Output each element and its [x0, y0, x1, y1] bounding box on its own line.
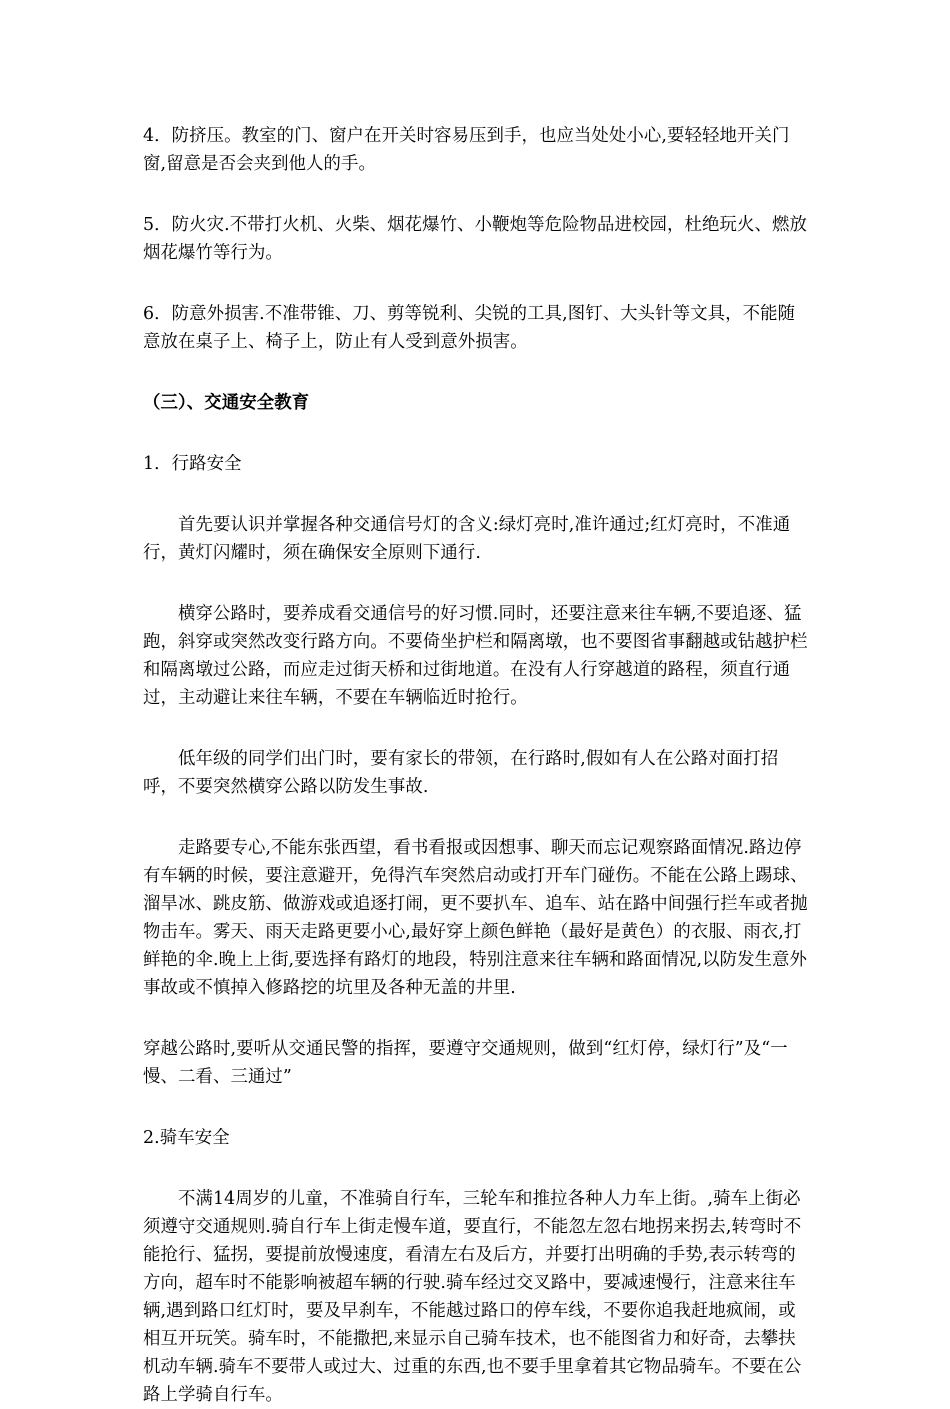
paragraph-traffic-police: 穿越公路时,要听从交通民警的指挥，要遵守交通规则，做到“红灯停，绿灯行”及“一慢、二看、三通过” — [143, 1039, 788, 1087]
document-body — [143, 122, 811, 1409]
paragraph-crossing-road: 横穿公路时，要养成看交通信号的好习惯.同时，还要注意来往车辆,不要追逐、猛跑，斜穿或突然改变行路方向。不要倚坐护栏和隔离墩，也不要图省事翻越或钻越护栏和隔离墩过公路，而应走过街天桥和过街地道。在没有人行穿越道的路程，须直行通过，主动避让来往车辆，不要在车辆临近时抢行。 — [143, 604, 808, 708]
item-5-paragraph: 5．防火灾.不带打火机、火柴、烟花爆竹、小鞭炮等危险物品进校园，杜绝玩火、燃放烟花爆竹等行为。 — [143, 215, 807, 263]
section-heading-traffic: （三）、交通安全教育 — [143, 393, 310, 413]
subheading-cycling-safety: 2.骑车安全 — [143, 1128, 230, 1148]
paragraph-cycling-rules: 不满14周岁的儿童，不准骑自行车，三轮车和推拉各种人力车上街。,骑车上街必须遵守交通规则.骑自行车上街走慢车道，要直行，不能忽左忽右地拐来拐去,转弯时不能抢行、猛拐，要提前放慢速度，看清左右及后方，并要打出明确的手势,表示转弯的方向，超车时不能影响被超车辆的行驶.骑车经过交叉路中，要减速慢行，注意来往车辆,遇到路口红灯时，要及早刹车，不能越过路口的停车线，不要你追我赶地疯闹，或相互开玩笑。骑车时，不能撒把,来显示自己骑车技术，也不能图省力和好奇，去攀扶机动车辆.骑车不要带人或过大、过重的东西,也不要手里拿着其它物品骑车。不要在公路上学骑自行车。 — [143, 1189, 802, 1405]
paragraph-younger-students: 低年级的同学们出门时，要有家长的带领，在行路时,假如有人在公路对面打招呼，不要突然横穿公路以防发生事故. — [143, 749, 779, 797]
paragraph-walking-attention: 走路要专心,不能东张西望，看书看报或因想事、聊天而忘记观察路面情况.路边停有车辆的时候，要注意避开，免得汽车突然启动或打开车门碰伤。不能在公路上踢球、溜旱冰、跳皮筋、做游戏或追逐打闹，更不要扒车、追车、站在路中间强行拦车或者抛物击车。雾天、雨天走路更要小心,最好穿上颜色鲜艳（最好是黄色）的衣服、雨衣,打鲜艳的伞.晚上上街,要选择有路灯的地段，特别注意来往车辆和路面情况,以防发生意外事故或不慎掉入修路挖的坑里及各种无盖的井里. — [143, 838, 808, 998]
paragraph-traffic-lights: 首先要认识并掌握各种交通信号灯的含义:绿灯亮时,准许通过;红灯亮时，不准通行，黄灯闪耀时，须在确保安全原则下通行. — [143, 515, 791, 563]
subheading-walking-safety: 1．行路安全 — [143, 454, 242, 474]
item-6-paragraph: 6．防意外损害.不准带锥、刀、剪等锐利、尖锐的工具,图钉、大头针等文具，不能随意放在桌子上、椅子上，防止有人受到意外损害。 — [143, 304, 796, 352]
item-4-paragraph: 4．防挤压。教室的门、窗户在开关时容易压到手，也应当处处小心,要轻轻地开关门窗,留意是否会夹到他人的手。 — [143, 126, 790, 174]
